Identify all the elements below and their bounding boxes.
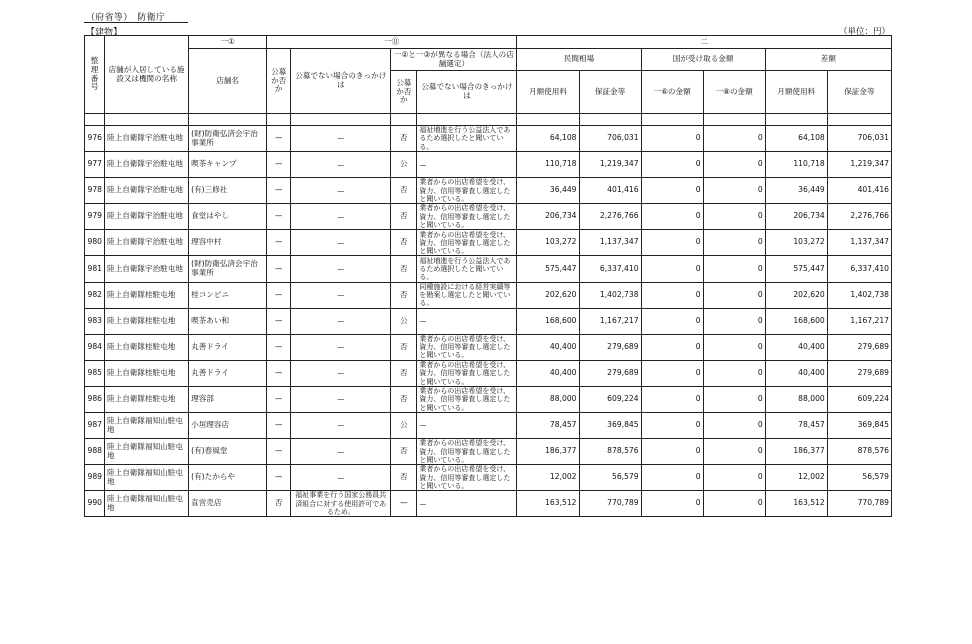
market-rent: 202,620 xyxy=(517,282,579,308)
public-flag-2: 否 xyxy=(391,439,417,465)
row-number: 989 xyxy=(85,465,105,491)
header-market: 民間相場 xyxy=(517,49,641,71)
row-number: 980 xyxy=(85,230,105,256)
diff-rent: 88,000 xyxy=(765,386,827,412)
market-rent: 103,272 xyxy=(517,230,579,256)
market-rent: 206,734 xyxy=(517,204,579,230)
public-flag-2: — xyxy=(391,491,417,517)
diff-deposit: 56,579 xyxy=(827,465,891,491)
diff-rent: 575,447 xyxy=(765,256,827,282)
reason-text: — xyxy=(291,178,391,204)
store-name: 喫茶あい和 xyxy=(189,308,267,334)
row-number: 983 xyxy=(85,308,105,334)
store-name: 桂コンビニ xyxy=(189,282,267,308)
diff-rent: 202,620 xyxy=(765,282,827,308)
diff-rent: 186,377 xyxy=(765,439,827,465)
state-amount-6: 0 xyxy=(641,178,703,204)
header-state: 国が受け取る金額 xyxy=(641,49,765,71)
state-amount-6: 0 xyxy=(641,491,703,517)
row-number: 985 xyxy=(85,360,105,386)
table-row xyxy=(85,334,892,360)
market-rent: 168,600 xyxy=(517,308,579,334)
state-amount-6: 0 xyxy=(641,282,703,308)
diff-deposit: 401,416 xyxy=(827,178,891,204)
store-name: 小垣理容店 xyxy=(189,413,267,439)
public-flag-2: 公 xyxy=(391,152,417,178)
reason-text: — xyxy=(291,334,391,360)
public-flag: — xyxy=(267,256,291,282)
store-name: 丸善ドライ xyxy=(189,334,267,360)
header-state-6: 一⑥の金額 xyxy=(641,71,703,114)
public-flag: — xyxy=(267,126,291,152)
store-name: 丸善ドライ xyxy=(189,360,267,386)
diff-rent: 36,449 xyxy=(765,178,827,204)
public-flag: — xyxy=(267,334,291,360)
reason-text: — xyxy=(291,386,391,412)
state-amount-8: 0 xyxy=(703,282,765,308)
store-name: (財)防衛弘済会宇治事業所 xyxy=(189,126,267,152)
row-number: 977 xyxy=(85,152,105,178)
store-name: 喫茶キャンプ xyxy=(189,152,267,178)
reason-text: — xyxy=(291,465,391,491)
header-diff: 差額 xyxy=(765,49,891,71)
header-group-2: 二 xyxy=(517,36,892,49)
reason-text: — xyxy=(291,308,391,334)
table-row xyxy=(85,413,892,439)
state-amount-6: 0 xyxy=(641,126,703,152)
table-row xyxy=(85,491,892,517)
market-rent: 78,457 xyxy=(517,413,579,439)
facility-name: 陸上自衛隊桂駐屯地 xyxy=(105,386,189,412)
state-amount-8: 0 xyxy=(703,465,765,491)
diff-deposit: 369,845 xyxy=(827,413,891,439)
reason-text-2: 業者からの出店希望を受け、資力、信用等審査し選定したと聞いている。 xyxy=(417,360,517,386)
public-flag-2: 否 xyxy=(391,256,417,282)
state-amount-6: 0 xyxy=(641,386,703,412)
public-flag: — xyxy=(267,204,291,230)
state-amount-8: 0 xyxy=(703,439,765,465)
store-name: 理容中村 xyxy=(189,230,267,256)
diff-deposit: 706,031 xyxy=(827,126,891,152)
state-amount-6: 0 xyxy=(641,334,703,360)
facility-name: 陸上自衛隊宇治駐屯地 xyxy=(105,230,189,256)
table-row xyxy=(85,126,892,152)
diff-deposit: 770,789 xyxy=(827,491,891,517)
state-amount-8: 0 xyxy=(703,256,765,282)
reason-text-2: 福祉増進を行う公益法人であるため選択したと聞いている。 xyxy=(417,126,517,152)
facility-name: 陸上自衛隊福知山駐屯地 xyxy=(105,439,189,465)
table-row xyxy=(85,256,892,282)
market-deposit: 369,845 xyxy=(579,413,641,439)
header-state-8: 一⑧の金額 xyxy=(703,71,765,114)
reason-text: — xyxy=(291,439,391,465)
diff-rent: 206,734 xyxy=(765,204,827,230)
market-deposit: 279,689 xyxy=(579,360,641,386)
public-flag: 否 xyxy=(267,491,291,517)
state-amount-6: 0 xyxy=(641,465,703,491)
market-rent: 186,377 xyxy=(517,439,579,465)
reason-text: — xyxy=(291,282,391,308)
public-flag: — xyxy=(267,413,291,439)
state-amount-8: 0 xyxy=(703,178,765,204)
row-number: 979 xyxy=(85,204,105,230)
row-number: 982 xyxy=(85,282,105,308)
reason-text-2: 業者からの出店希望を受け、資力、信用等審査し選定したと聞いている。 xyxy=(417,465,517,491)
public-flag: — xyxy=(267,386,291,412)
market-deposit: 1,137,347 xyxy=(579,230,641,256)
reason-text-2: 業者からの出店希望を受け、資力、信用等審査し選定したと聞いている。 xyxy=(417,230,517,256)
market-deposit: 401,416 xyxy=(579,178,641,204)
public-flag-2: 公 xyxy=(391,413,417,439)
table-row xyxy=(85,204,892,230)
market-deposit: 1,167,217 xyxy=(579,308,641,334)
row-number: 978 xyxy=(85,178,105,204)
diff-deposit: 1,219,347 xyxy=(827,152,891,178)
header-public2: 公募か否か xyxy=(391,71,417,114)
state-amount-8: 0 xyxy=(703,413,765,439)
store-name: (有)春風堂 xyxy=(189,439,267,465)
row-number: 987 xyxy=(85,413,105,439)
state-amount-6: 0 xyxy=(641,256,703,282)
store-name: 理容部 xyxy=(189,386,267,412)
diff-rent: 163,512 xyxy=(765,491,827,517)
state-amount-8: 0 xyxy=(703,360,765,386)
reason-text-2: 業者からの出店希望を受け、資力、信用等審査し選定したと聞いている。 xyxy=(417,178,517,204)
reason-text-2: — xyxy=(417,413,517,439)
public-flag: — xyxy=(267,360,291,386)
table-row xyxy=(85,465,892,491)
table-row xyxy=(85,178,892,204)
facility-name: 陸上自衛隊宇治駐屯地 xyxy=(105,256,189,282)
reason-text: — xyxy=(291,230,391,256)
market-rent: 40,400 xyxy=(517,360,579,386)
diff-deposit: 609,224 xyxy=(827,386,891,412)
market-deposit: 56,579 xyxy=(579,465,641,491)
public-flag: — xyxy=(267,465,291,491)
reason-text: — xyxy=(291,126,391,152)
table-row xyxy=(85,360,892,386)
public-flag-2: 否 xyxy=(391,230,417,256)
diff-deposit: 2,276,766 xyxy=(827,204,891,230)
market-deposit: 706,031 xyxy=(579,126,641,152)
state-amount-8: 0 xyxy=(703,334,765,360)
store-ledger-table xyxy=(84,35,892,517)
market-rent: 40,400 xyxy=(517,334,579,360)
public-flag-2: 否 xyxy=(391,178,417,204)
diff-rent: 168,600 xyxy=(765,308,827,334)
facility-name: 陸上自衛隊桂駐屯地 xyxy=(105,308,189,334)
row-number: 981 xyxy=(85,256,105,282)
table-row xyxy=(85,439,892,465)
diff-deposit: 279,689 xyxy=(827,360,891,386)
reason-text-2: 業者からの出店希望を受け、資力、信用等審査し選定したと聞いている。 xyxy=(417,439,517,465)
public-flag: — xyxy=(267,282,291,308)
table-row xyxy=(85,386,892,412)
reason-text-2: — xyxy=(417,152,517,178)
public-flag: — xyxy=(267,152,291,178)
public-flag-2: 否 xyxy=(391,465,417,491)
market-deposit: 1,219,347 xyxy=(579,152,641,178)
reason-text: 福祉事業を行う国家公務員共済組合に対する使用許可であるため。 xyxy=(291,491,391,517)
diff-rent: 12,002 xyxy=(765,465,827,491)
diff-rent: 64,108 xyxy=(765,126,827,152)
reason-text-2: — xyxy=(417,308,517,334)
header-group-11: 一⑪ xyxy=(267,36,517,49)
facility-name: 陸上自衛隊宇治駐屯地 xyxy=(105,126,189,152)
facility-name: 陸上自衛隊桂駐屯地 xyxy=(105,360,189,386)
facility-name: 陸上自衛隊桂駐屯地 xyxy=(105,334,189,360)
header-market-deposit: 保証金等 xyxy=(579,71,641,114)
table-row xyxy=(85,308,892,334)
reason-text-2: — xyxy=(417,491,517,517)
public-flag: — xyxy=(267,178,291,204)
reason-text: — xyxy=(291,256,391,282)
header-group-1: 一① xyxy=(189,36,267,49)
header-reason: 公募でない場合のきっかけは xyxy=(291,49,391,114)
public-flag: — xyxy=(267,308,291,334)
diff-deposit: 279,689 xyxy=(827,334,891,360)
public-flag-2: 公 xyxy=(391,308,417,334)
market-deposit: 2,276,766 xyxy=(579,204,641,230)
state-amount-6: 0 xyxy=(641,439,703,465)
reason-text: — xyxy=(291,413,391,439)
reason-text-2: 同種施設における経営実績等を勘案し選定したと聞いている。 xyxy=(417,282,517,308)
facility-name: 陸上自衛隊宇治駐屯地 xyxy=(105,152,189,178)
state-amount-8: 0 xyxy=(703,308,765,334)
public-flag-2: 否 xyxy=(391,334,417,360)
market-rent: 36,449 xyxy=(517,178,579,204)
row-number: 984 xyxy=(85,334,105,360)
reason-text-2: 業者からの出店希望を受け、資力、信用等審査し選定したと聞いている。 xyxy=(417,334,517,360)
header-diff-deposit: 保証金等 xyxy=(827,71,891,114)
facility-name: 陸上自衛隊宇治駐屯地 xyxy=(105,178,189,204)
header-diff-rent: 月額使用料 xyxy=(765,71,827,114)
row-number: 990 xyxy=(85,491,105,517)
public-flag-2: 否 xyxy=(391,126,417,152)
state-amount-8: 0 xyxy=(703,204,765,230)
header-store: 店舗名 xyxy=(189,49,267,114)
header-market-rent: 月額使用料 xyxy=(517,71,579,114)
table-row xyxy=(85,230,892,256)
market-deposit: 609,224 xyxy=(579,386,641,412)
market-deposit: 770,789 xyxy=(579,491,641,517)
category-label: 【建物】 xyxy=(86,28,123,38)
state-amount-6: 0 xyxy=(641,204,703,230)
facility-name: 陸上自衛隊宇治駐屯地 xyxy=(105,204,189,230)
state-amount-8: 0 xyxy=(703,491,765,517)
public-flag-2: 否 xyxy=(391,386,417,412)
state-amount-8: 0 xyxy=(703,230,765,256)
header-no: 整理番号 xyxy=(85,36,105,114)
table-row xyxy=(85,152,892,178)
public-flag-2: 否 xyxy=(391,282,417,308)
market-rent: 12,002 xyxy=(517,465,579,491)
diff-rent: 40,400 xyxy=(765,360,827,386)
diff-deposit: 1,137,347 xyxy=(827,230,891,256)
row-number: 986 xyxy=(85,386,105,412)
diff-deposit: 1,167,217 xyxy=(827,308,891,334)
state-amount-8: 0 xyxy=(703,386,765,412)
market-rent: 64,108 xyxy=(517,126,579,152)
diff-rent: 103,272 xyxy=(765,230,827,256)
market-deposit: 279,689 xyxy=(579,334,641,360)
diff-rent: 110,718 xyxy=(765,152,827,178)
diff-rent: 78,457 xyxy=(765,413,827,439)
market-deposit: 878,576 xyxy=(579,439,641,465)
store-name: 直営売店 xyxy=(189,491,267,517)
reason-text-2: 業者からの出店希望を受け、資力、信用等審査し選定したと聞いている。 xyxy=(417,204,517,230)
state-amount-6: 0 xyxy=(641,360,703,386)
reason-text: — xyxy=(291,204,391,230)
row-number: 976 xyxy=(85,126,105,152)
diff-deposit: 6,337,410 xyxy=(827,256,891,282)
public-flag-2: 否 xyxy=(391,204,417,230)
diff-deposit: 878,576 xyxy=(827,439,891,465)
facility-name: 陸上自衛隊福知山駐屯地 xyxy=(105,491,189,517)
store-name: (有)たからや xyxy=(189,465,267,491)
facility-name: 陸上自衛隊福知山駐屯地 xyxy=(105,465,189,491)
state-amount-8: 0 xyxy=(703,152,765,178)
reason-text: — xyxy=(291,152,391,178)
state-amount-8: 0 xyxy=(703,126,765,152)
header-sub-diff: 一②と一③が異なる場合（法人の店舗選定） xyxy=(391,49,517,71)
market-deposit: 1,402,738 xyxy=(579,282,641,308)
facility-name: 陸上自衛隊福知山駐屯地 xyxy=(105,413,189,439)
header-reason2: 公募でない場合のきっかけは xyxy=(417,71,517,114)
public-flag: — xyxy=(267,439,291,465)
state-amount-6: 0 xyxy=(641,152,703,178)
public-flag-2: 否 xyxy=(391,360,417,386)
store-name: (有)三修社 xyxy=(189,178,267,204)
facility-name: 陸上自衛隊桂駐屯地 xyxy=(105,282,189,308)
market-deposit: 6,337,410 xyxy=(579,256,641,282)
market-rent: 88,000 xyxy=(517,386,579,412)
unit-label: （単位：円） xyxy=(838,27,890,37)
market-rent: 110,718 xyxy=(517,152,579,178)
header-facility: 店舗が入居している施設又は機関の名称 xyxy=(105,36,189,114)
row-number: 988 xyxy=(85,439,105,465)
reason-text: — xyxy=(291,360,391,386)
diff-deposit: 1,402,738 xyxy=(827,282,891,308)
agency-underline xyxy=(84,22,188,23)
reason-text-2: 業者からの出店希望を受け、資力、信用等審査し選定したと聞いている。 xyxy=(417,386,517,412)
table-row xyxy=(85,282,892,308)
public-flag: — xyxy=(267,230,291,256)
state-amount-6: 0 xyxy=(641,308,703,334)
diff-rent: 40,400 xyxy=(765,334,827,360)
store-name: 食堂はやし xyxy=(189,204,267,230)
reason-text-2: 福祉増進を行う公益法人であるため選択したと聞いている。 xyxy=(417,256,517,282)
agency-label: （府省等） 防衛庁 xyxy=(86,13,166,23)
state-amount-6: 0 xyxy=(641,230,703,256)
market-rent: 575,447 xyxy=(517,256,579,282)
market-rent: 163,512 xyxy=(517,491,579,517)
store-name: (財)防衛弘済会宇治事業所 xyxy=(189,256,267,282)
header-public: 公募か否か xyxy=(267,49,291,114)
state-amount-6: 0 xyxy=(641,413,703,439)
